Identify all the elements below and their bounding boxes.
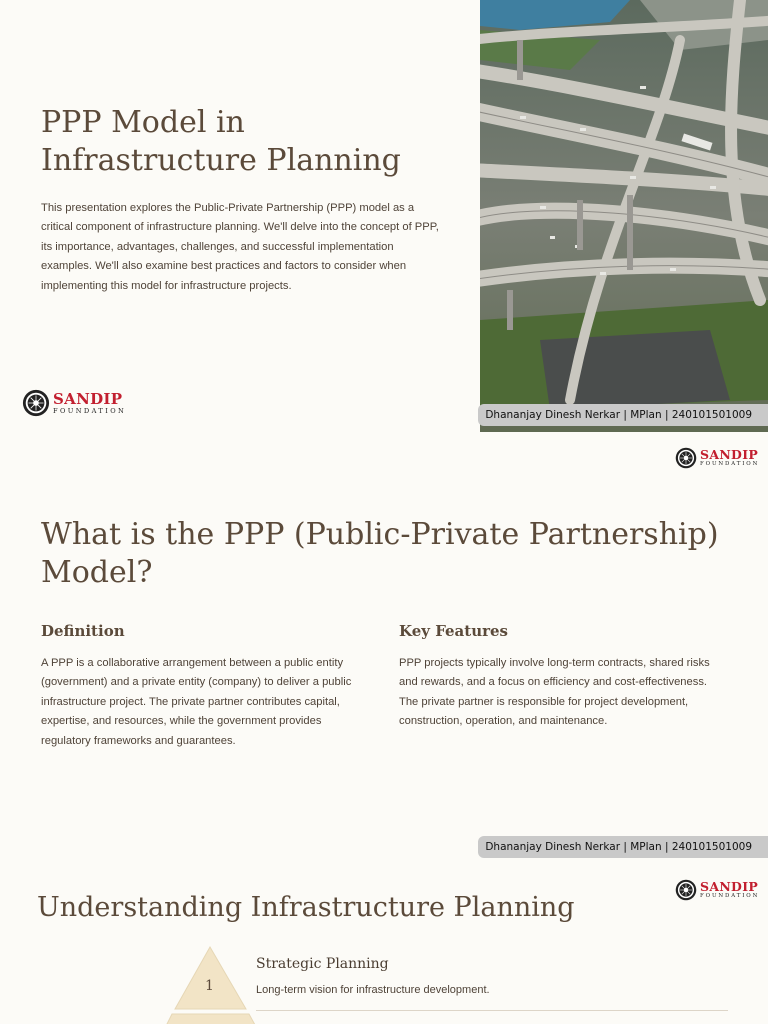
- slide-title-heading: PPP Model in Infrastructure Planning: [41, 105, 401, 178]
- logo-text: SANDIP: [700, 446, 759, 462]
- slide-infrastructure-planning: [0, 864, 768, 1024]
- step-title: Strategic Planning: [256, 956, 389, 972]
- definition-heading: Definition: [41, 622, 125, 640]
- step-description: Long-term vision for infrastructure development.: [256, 984, 490, 996]
- logo-text: SANDIP: [53, 389, 123, 408]
- seal-icon: [675, 879, 697, 901]
- sandip-foundation-logo: [22, 389, 126, 417]
- key-features-text: PPP projects typically involve long-term contracts, shared risks and rewards, and a focus on efficiency and cost-effectiveness. The private partner is responsible for project development, construction, operation, and maintenance.: [399, 657, 710, 728]
- highway-interchange-photo: [480, 0, 768, 432]
- slide-description: This presentation explores the Public-Private Partnership (PPP) model as a critical component of infrastructure planning. We'll delve into the concept of PPP, its importance, advantages, challenges, and successful implementation examples. We'll also examine best practices and factors to consider when implementing this model for infrastructure projects.: [41, 202, 439, 292]
- key-features-heading: Key Features: [399, 622, 509, 640]
- planning-pyramid: [160, 944, 270, 1024]
- slide-heading: What is the PPP (Public-Private Partnership) Model?: [41, 517, 719, 590]
- logo-text: SANDIP: [700, 878, 759, 894]
- logo-subtext: FOUNDATION: [53, 406, 127, 415]
- slide-ppp-definition: [0, 432, 768, 864]
- sandip-foundation-logo: [675, 447, 759, 469]
- seal-icon: [22, 389, 50, 417]
- author-footer: Dhananjay Dinesh Nerkar | MPlan | 240101501009: [478, 836, 768, 858]
- seal-icon: [675, 447, 697, 469]
- logo-subtext: FOUNDATION: [700, 893, 760, 900]
- definition-text: A PPP is a collaborative arrangement between a public entity (government) and a private entity (company) to deliver a public infrastructure project. The private partner contributes capital, expertise, and resources, while the government provides regulatory frameworks and guarantees.: [41, 657, 352, 747]
- slide-heading: Understanding Infrastructure Planning: [37, 892, 575, 923]
- author-footer: Dhananjay Dinesh Nerkar | MPlan | 240101501009: [478, 404, 768, 426]
- slide-title: [0, 0, 768, 432]
- logo-subtext: FOUNDATION: [700, 461, 760, 468]
- pyramid-tier-2: [162, 1014, 260, 1024]
- sandip-foundation-logo: [675, 879, 759, 901]
- step-number: 1: [205, 978, 214, 994]
- divider: [256, 1010, 728, 1011]
